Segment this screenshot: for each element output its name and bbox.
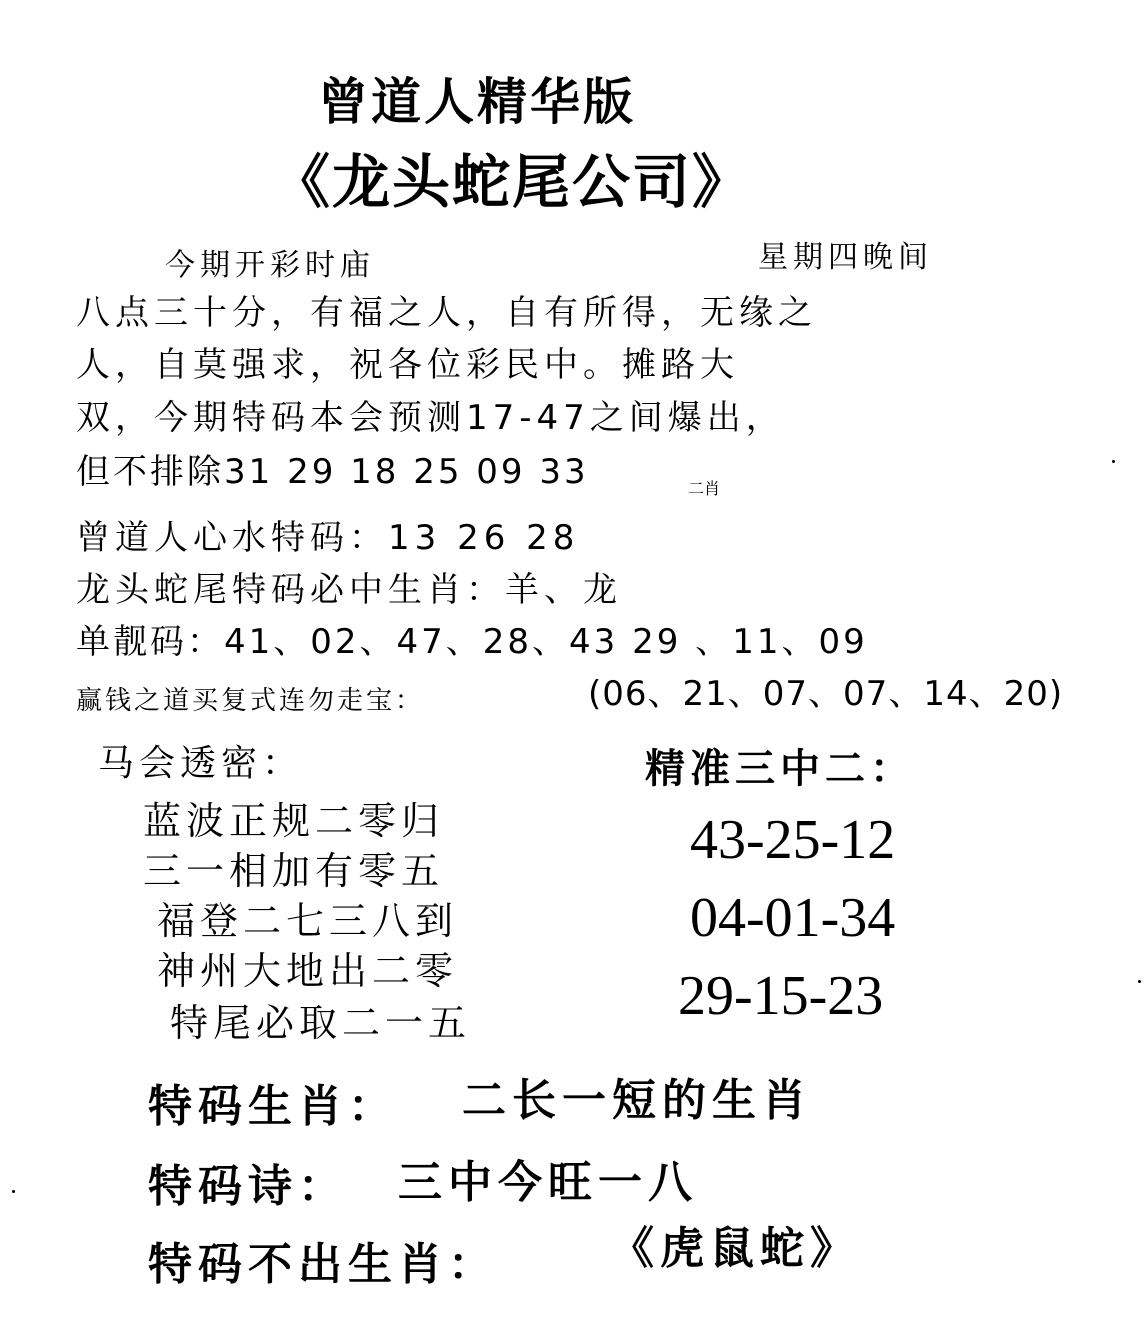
intro-line-1-left: 今期开彩时庙 [165,248,375,283]
poem-label: 特码诗： [148,1161,348,1212]
riddle-line-1: 蓝波正规二零归 [143,799,445,843]
intro-line-2: 八点三十分，有福之人，自有所得，无缘之 [76,293,817,333]
intro-line-1-right: 星期四晚间 [758,240,933,275]
zodiac-value: 二长一短的生肖 [462,1075,812,1126]
heart-code-line: 曾道人心水特码：13 26 28 [76,518,580,558]
precise-number-3: 29-15-23 [678,965,884,1027]
riddle-line-4: 神州大地出二零 [157,949,459,993]
intro-line-5-note: 二肖 [688,479,721,498]
intro-line-4: 双，今期特码本会预测17-47之间爆出， [76,398,785,438]
riddle-line-5: 特尾必取二一五 [170,1001,472,1045]
zodiac-label: 特码生肖： [148,1081,398,1132]
win-way-values: (06、21、07、07、14、20) [588,674,1064,714]
precise-number-1: 43-25-12 [690,809,896,871]
poem-value: 三中今旺一八 [398,1157,698,1208]
riddle-line-3: 福登二七三八到 [157,899,459,943]
scan-speck [12,1190,15,1193]
must-zodiac-line: 龙头蛇尾特码必中生肖：羊、龙 [76,570,622,610]
horse-club-label: 马会透密： [98,743,304,784]
page-title: 曾道人精华版 [318,73,636,131]
win-way-label: 赢钱之道买复式连勿走宝： [76,686,425,716]
page-subtitle: 《龙头蛇尾公司》 [272,148,753,216]
not-out-value: 《虎鼠蛇》 [610,1223,860,1274]
scan-speck [1112,460,1115,463]
scan-speck [1138,980,1141,983]
precise-label: 精准三中二： [645,746,915,792]
not-out-label: 特码不出生肖： [148,1239,498,1290]
riddle-line-2: 三一相加有零五 [143,849,445,893]
intro-line-5: 但不排除31 29 18 25 09 33 [76,452,589,492]
precise-number-2: 04-01-34 [690,887,896,949]
single-codes-line: 单靓码：41、02、47、28、43 29 、11、09 [76,622,868,662]
intro-line-3: 人，自莫强求，祝各位彩民中。摊路大 [76,345,739,385]
